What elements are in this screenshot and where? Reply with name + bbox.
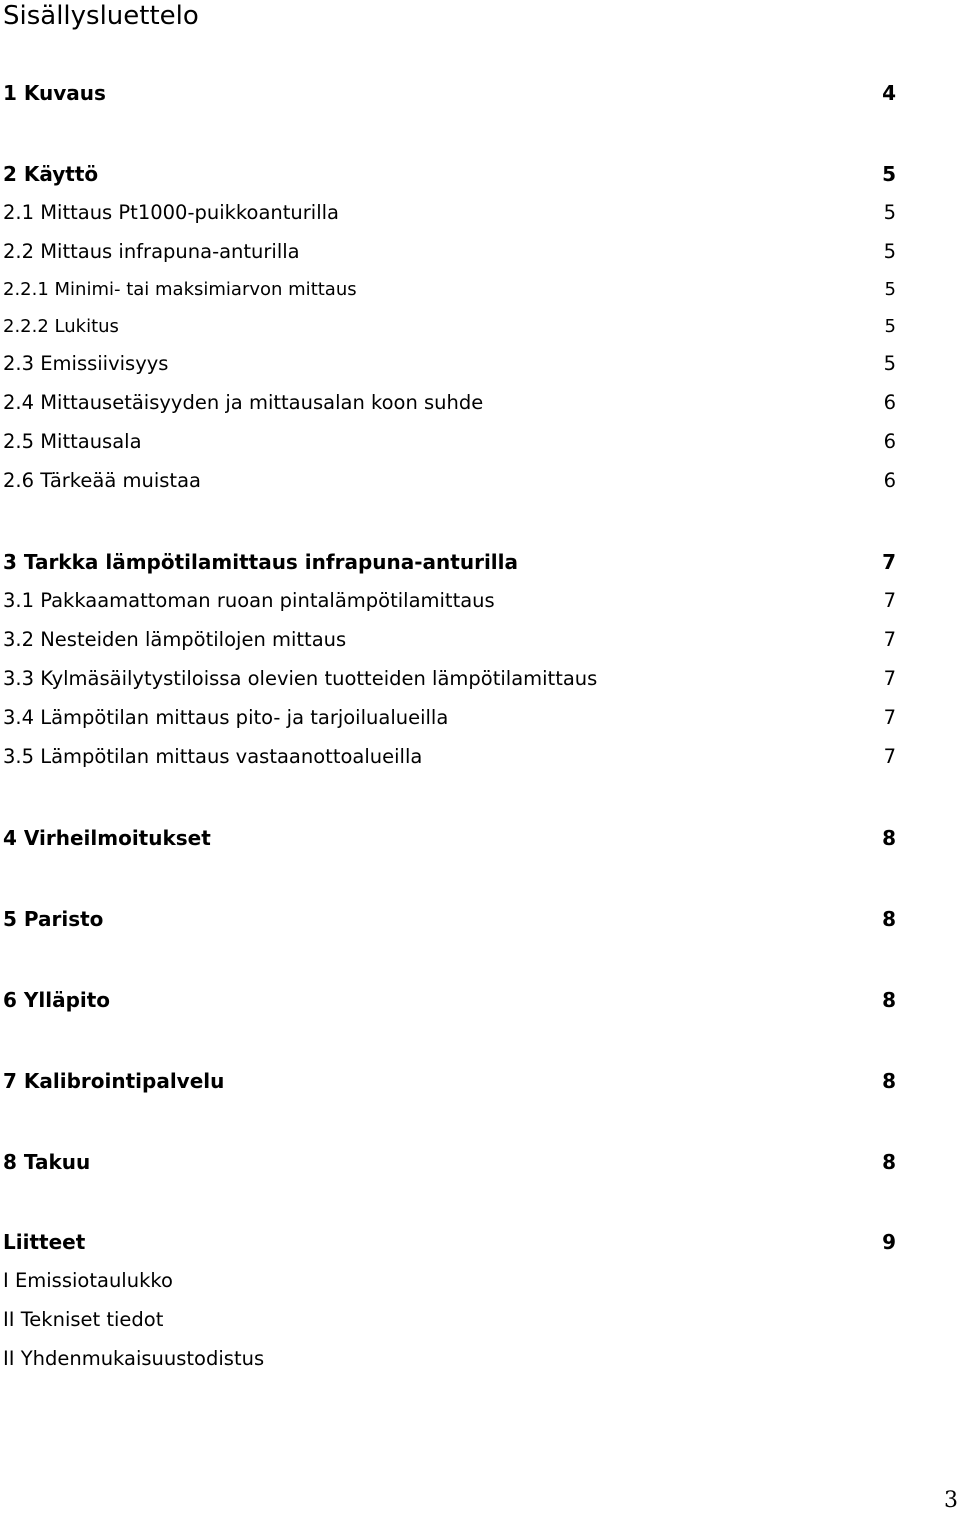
toc-entry-page: 7: [883, 667, 896, 690]
toc-entry[interactable]: [3, 627, 896, 653]
toc-entry[interactable]: [3, 1268, 896, 1294]
toc-entry[interactable]: [3, 744, 896, 770]
toc-entry-label: II Yhdenmukaisuustodistus: [3, 1347, 265, 1370]
toc-entry[interactable]: [3, 200, 896, 226]
toc-entry[interactable]: [3, 1229, 896, 1255]
toc-entry-label: 3.5 Lämpötilan mittaus vastaanottoalueilla: [3, 745, 423, 768]
toc-entry-page: 8: [882, 1069, 896, 1093]
toc-entry[interactable]: [3, 1068, 896, 1094]
toc-entry[interactable]: [3, 314, 896, 340]
page-title: Sisällysluettelo: [3, 1, 199, 31]
toc-entry[interactable]: [3, 987, 896, 1013]
toc-entry-label: 6 Ylläpito: [3, 988, 111, 1012]
toc-entry-label: 1 Kuvaus: [3, 81, 106, 105]
toc-entry-page: 5: [883, 240, 896, 263]
toc-entry-label: 2.1 Mittaus Pt1000-puikkoanturilla: [3, 201, 339, 224]
toc-entry-label: 5 Paristo: [3, 907, 104, 931]
toc-entry[interactable]: [3, 549, 896, 575]
toc-entry[interactable]: [3, 705, 896, 731]
toc-entry-page: 5: [884, 279, 896, 300]
toc-entry-page: 7: [882, 550, 896, 574]
toc-entry-label: 2 Käyttö: [3, 162, 99, 186]
toc-entry-label: 3 Tarkka lämpötilamittaus infrapuna-anturilla: [3, 550, 518, 574]
toc-entry-label: 7 Kalibrointipalvelu: [3, 1069, 225, 1093]
toc-entry[interactable]: [3, 906, 896, 932]
toc-entry-page: 8: [882, 907, 896, 931]
toc-entry-label: II Tekniset tiedot: [3, 1308, 164, 1331]
toc-entry-label: 2.6 Tärkeää muistaa: [3, 469, 201, 492]
toc-entry-page: 5: [883, 201, 896, 224]
toc-entry-label: 2.4 Mittausetäisyyden ja mittausalan koon suhde: [3, 391, 484, 414]
toc-entry-label: 8 Takuu: [3, 1150, 91, 1174]
toc-entry-label: 3.2 Nesteiden lämpötilojen mittaus: [3, 628, 347, 651]
toc-entry-page: 7: [883, 706, 896, 729]
toc-entry-label: 3.4 Lämpötilan mittaus pito- ja tarjoilualueilla: [3, 706, 449, 729]
toc-entry-page: 6: [883, 391, 896, 414]
toc-entry[interactable]: [3, 468, 896, 494]
toc-entry-label: I Emissiotaulukko: [3, 1269, 173, 1292]
toc-entry-label: 2.2.1 Minimi- tai maksimiarvon mittaus: [3, 279, 357, 300]
toc-entry[interactable]: [3, 1307, 896, 1333]
toc-entry[interactable]: [3, 277, 896, 303]
toc-entry-page: 6: [883, 430, 896, 453]
toc-entry-label: Liitteet: [3, 1230, 86, 1254]
toc-entry-page: 8: [882, 1150, 896, 1174]
toc-entry[interactable]: [3, 161, 896, 187]
toc-entry-label: 3.3 Kylmäsäilytystiloissa olevien tuotteiden lämpötilamittaus: [3, 667, 598, 690]
toc-entry[interactable]: [3, 80, 896, 106]
toc-entry-page: 7: [883, 745, 896, 768]
toc-entry-page: 5: [882, 162, 896, 186]
toc-entry-page: 8: [882, 988, 896, 1012]
toc-entry-page: 6: [883, 469, 896, 492]
toc-entry-label: 2.3 Emissiivisyys: [3, 352, 169, 375]
toc-entry[interactable]: [3, 390, 896, 416]
toc-entry-page: 5: [884, 316, 896, 337]
toc-entry[interactable]: [3, 351, 896, 377]
toc-entry-label: 4 Virheilmoitukset: [3, 826, 211, 850]
toc-entry-page: 8: [882, 826, 896, 850]
toc-entry[interactable]: [3, 239, 896, 265]
toc-entry-page: 7: [883, 589, 896, 612]
toc-entry-label: 2.2.2 Lukitus: [3, 316, 119, 337]
toc-entry-label: 2.2 Mittaus infrapuna-anturilla: [3, 240, 300, 263]
toc-entry[interactable]: [3, 429, 896, 455]
toc-entry-page: 7: [883, 628, 896, 651]
toc-entry-page: 5: [883, 352, 896, 375]
page-number: 3: [944, 1488, 958, 1513]
toc-entry[interactable]: [3, 1346, 896, 1372]
toc-entry-page: 9: [882, 1230, 896, 1254]
toc-entry-label: 2.5 Mittausala: [3, 430, 142, 453]
toc-entry-page: 4: [882, 81, 896, 105]
toc-entry-label: 3.1 Pakkaamattoman ruoan pintalämpötilamittaus: [3, 589, 495, 612]
toc-entry[interactable]: [3, 588, 896, 614]
toc-entry[interactable]: [3, 1149, 896, 1175]
toc-entry[interactable]: [3, 666, 896, 692]
toc-entry[interactable]: [3, 825, 896, 851]
